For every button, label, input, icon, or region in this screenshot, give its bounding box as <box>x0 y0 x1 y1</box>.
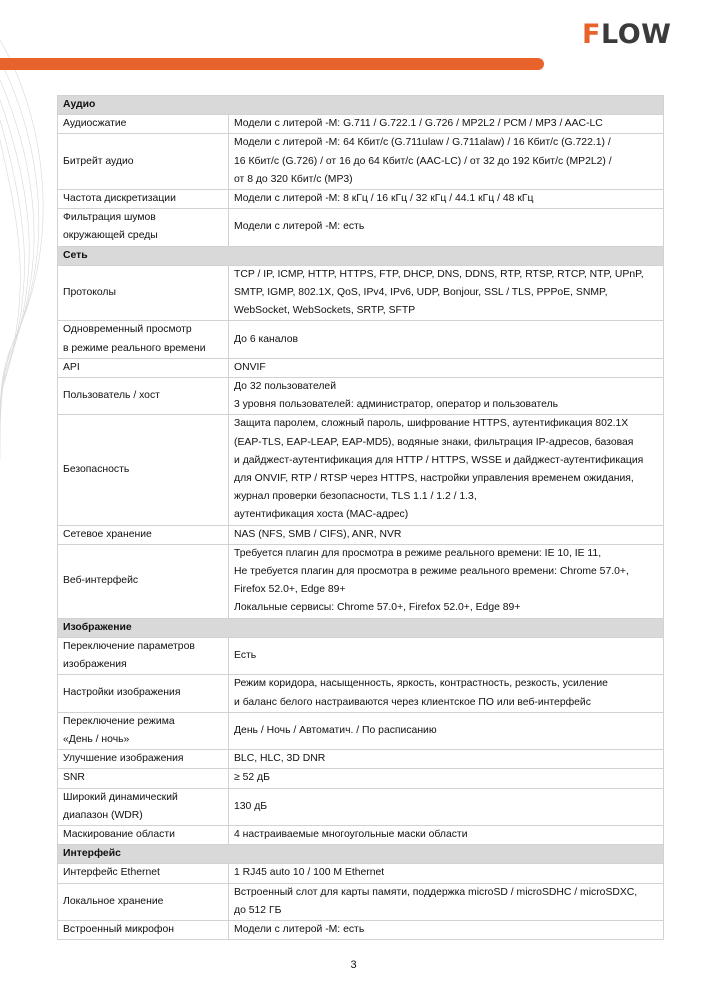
spec-value-cell <box>229 637 664 674</box>
spec-label-cell <box>58 864 229 883</box>
spec-value-cell <box>229 920 664 939</box>
spec-label-cell <box>58 190 229 209</box>
spec-row <box>58 265 664 321</box>
spec-value-cell <box>229 769 664 788</box>
section-title: Сеть <box>58 246 664 265</box>
spec-label-cell <box>58 134 229 190</box>
spec-label-line: Пользователь / хост <box>63 390 160 402</box>
spec-label-cell <box>58 788 229 825</box>
spec-label-line: Улучшение изображения <box>63 753 184 765</box>
spec-value-cell <box>229 788 664 825</box>
spec-label-line: Частота дискретизации <box>63 193 176 205</box>
spec-value-cell <box>229 544 664 618</box>
spec-value-cell <box>229 415 664 525</box>
spec-value-cell <box>229 134 664 190</box>
spec-value-cell <box>229 209 664 246</box>
spec-label-cell <box>58 378 229 415</box>
spec-label-cell <box>58 209 229 246</box>
spec-value-line: Модели с литерой -М: 8 кГц / 16 кГц / 32 кГц / 44.1 кГц / 48 кГц <box>234 193 534 205</box>
spec-value-line: аутентификация хоста (MAC-адрес) <box>234 509 409 521</box>
spec-value-cell <box>229 883 664 920</box>
spec-label-cell <box>58 712 229 749</box>
spec-value-line: до 512 ГБ <box>234 904 282 916</box>
spec-label-cell <box>58 825 229 844</box>
spec-label-line: Переключение режима <box>63 715 175 727</box>
spec-value-line: ≥ 52 дБ <box>234 772 270 784</box>
spec-row <box>58 864 664 883</box>
brand-logo <box>582 20 671 50</box>
specifications-table <box>57 95 664 940</box>
spec-value-cell <box>229 190 664 209</box>
spec-value-cell <box>229 825 664 844</box>
section-title: Изображение <box>58 618 664 637</box>
spec-value-line: BLC, HLC, 3D DNR <box>234 753 326 765</box>
spec-value-line: от 8 до 320 Кбит/с (MP3) <box>234 173 353 185</box>
spec-label-line: изображения <box>63 659 127 671</box>
spec-value-line: TCP / IP, ICMP, HTTP, HTTPS, FTP, DHCP, DNS, DDNS, RTP, RTSP, RTCP, NTP, UPnP, <box>234 268 644 280</box>
spec-value-line: Защита паролем, сложный пароль, шифрование HTTPS, аутентификация 802.1X <box>234 418 629 430</box>
spec-label-line: Фильтрация шумов <box>63 212 156 224</box>
spec-value-line: До 32 пользователей <box>234 381 337 393</box>
spec-row <box>58 769 664 788</box>
spec-label-line: Переключение параметров <box>63 640 195 652</box>
spec-label-line: Одновременный просмотр <box>63 324 192 336</box>
spec-value-cell <box>229 525 664 544</box>
spec-value-cell <box>229 675 664 712</box>
spec-value-line: для ONVIF, RTP / RTSP через HTTPS, настройки управления временем ожидания, <box>234 473 634 485</box>
spec-row <box>58 637 664 674</box>
spec-value-line: Модели с литерой -М: есть <box>234 221 365 233</box>
spec-value-line: WebSocket, WebSockets, SRTP, SFTP <box>234 305 416 317</box>
spec-row <box>58 750 664 769</box>
spec-value-line: Локальные сервисы: Chrome 57.0+, Firefox 52.0+, Edge 89+ <box>234 602 521 614</box>
spec-row <box>58 920 664 939</box>
spec-label-cell <box>58 115 229 134</box>
spec-label-line: «День / ночь» <box>63 733 130 745</box>
spec-value-cell <box>229 115 664 134</box>
spec-label-line: диапазон (WDR) <box>63 809 143 821</box>
spec-label-line: окружающей среды <box>63 230 158 242</box>
spec-value-line: и дайджест-аутентификация для HTTP / HTTPS, WSSE и дайджест-аутентификация <box>234 454 644 466</box>
spec-row <box>58 190 664 209</box>
spec-label-cell <box>58 769 229 788</box>
spec-value-line: Модели с литерой -М: есть <box>234 923 365 935</box>
section-header-row <box>58 845 664 864</box>
spec-value-line: журнал проверки безопасности, TLS 1.1 / 1.2 / 1.3, <box>234 491 477 503</box>
spec-value-line: Firefox 52.0+, Edge 89+ <box>234 584 346 596</box>
spec-value-cell <box>229 358 664 377</box>
spec-label-line: Локальное хранение <box>63 895 164 907</box>
section-header-row <box>58 246 664 265</box>
spec-value-line: NAS (NFS, SMB / CIFS), ANR, NVR <box>234 528 402 540</box>
spec-value-line: 130 дБ <box>234 800 268 812</box>
logo-text: LOW <box>600 19 672 50</box>
spec-value-cell <box>229 750 664 769</box>
spec-label-line: API <box>63 361 80 373</box>
spec-value-cell <box>229 321 664 358</box>
spec-value-line: Модели с литерой -М: G.711 / G.722.1 / G.726 / MP2L2 / PCM / MP3 / AAC-LC <box>234 118 603 130</box>
spec-value-cell <box>229 265 664 321</box>
spec-row <box>58 544 664 618</box>
spec-label-cell <box>58 883 229 920</box>
section-header-row <box>58 618 664 637</box>
spec-label-line: Сетевое хранение <box>63 528 152 540</box>
spec-value-line: Режим коридора, насыщенность, яркость, контрастность, резкость, усиление <box>234 678 608 690</box>
spec-label-line: Маскирование области <box>63 828 175 840</box>
spec-label-line: Протоколы <box>63 287 116 299</box>
spec-row <box>58 115 664 134</box>
spec-row <box>58 525 664 544</box>
spec-value-line: День / Ночь / Автоматич. / По расписанию <box>234 724 437 736</box>
spec-value-cell <box>229 864 664 883</box>
spec-row <box>58 134 664 190</box>
spec-label-cell <box>58 675 229 712</box>
spec-label-cell <box>58 750 229 769</box>
spec-row <box>58 378 664 415</box>
spec-row <box>58 415 664 525</box>
spec-label-line: Битрейт аудио <box>63 155 134 167</box>
spec-label-cell <box>58 637 229 674</box>
spec-value-line: Модели с литерой -М: 64 Кбит/с (G.711ulaw / G.711alaw) / 16 Кбит/с (G.722.1) / <box>234 137 611 149</box>
spec-label-cell <box>58 525 229 544</box>
spec-value-cell <box>229 712 664 749</box>
spec-row <box>58 712 664 749</box>
spec-value-line: До 6 каналов <box>234 333 299 345</box>
logo-letter-f: F <box>582 19 601 50</box>
spec-label-cell <box>58 920 229 939</box>
spec-label-cell <box>58 321 229 358</box>
section-header-row <box>58 96 664 115</box>
decorative-wave-lines <box>0 20 62 480</box>
spec-row <box>58 209 664 246</box>
spec-label-line: Настройки изображения <box>63 687 181 699</box>
spec-value-line: SMTP, IGMP, 802.1X, QoS, IPv4, IPv6, UDP, Bonjour, SSL / TLS, PPPoE, SNMP, <box>234 287 608 299</box>
page-number: 3 <box>350 959 357 971</box>
spec-label-line: Веб-интерфейс <box>63 575 139 587</box>
spec-label-line: Безопасность <box>63 463 130 475</box>
spec-value-line: 3 уровня пользователей: администратор, оператор и пользователь <box>234 399 559 411</box>
spec-value-line: 4 настраиваемые многоугольные маски области <box>234 828 468 840</box>
spec-value-cell <box>229 378 664 415</box>
spec-value-line: 1 RJ45 auto 10 / 100 M Ethernet <box>234 867 385 879</box>
spec-row <box>58 825 664 844</box>
spec-value-line: Есть <box>234 649 257 661</box>
spec-label-line: Широкий динамический <box>63 791 178 803</box>
spec-row <box>58 883 664 920</box>
section-title: Аудио <box>58 96 664 115</box>
spec-row <box>58 321 664 358</box>
header-accent-bar <box>0 58 544 70</box>
section-title: Интерфейс <box>58 845 664 864</box>
spec-label-line: Аудиосжатие <box>63 118 127 130</box>
spec-row <box>58 675 664 712</box>
spec-label-line: Интерфейс Ethernet <box>63 867 160 879</box>
spec-label-cell <box>58 415 229 525</box>
spec-row <box>58 358 664 377</box>
spec-label-cell <box>58 358 229 377</box>
spec-value-line: Встроенный слот для карты памяти, поддержка microSD / microSDHC / microSDXC, <box>234 886 638 898</box>
spec-label-line: SNR <box>63 772 85 784</box>
spec-value-line: ONVIF <box>234 361 266 373</box>
spec-label-line: Встроенный микрофон <box>63 923 174 935</box>
spec-label-cell <box>58 265 229 321</box>
spec-row <box>58 788 664 825</box>
spec-value-line: и баланс белого настраиваются через клиентское ПО или веб-интерфейс <box>234 696 591 708</box>
spec-value-line: Не требуется плагин для просмотра в режиме реального времени: Chrome 57.0+, <box>234 566 629 578</box>
spec-value-line: Требуется плагин для просмотра в режиме реального времени: IE 10, IE 11, <box>234 547 602 559</box>
spec-value-line: (EAP-TLS, EAP-LEAP, EAP-MD5), водяные знаки, фильтрация IP-адресов, базовая <box>234 436 634 448</box>
spec-label-cell <box>58 544 229 618</box>
spec-label-line: в режиме реального времени <box>63 342 206 354</box>
spec-value-line: 16 Кбит/с (G.726) / от 16 до 64 Кбит/с (AAC-LC) / от 32 до 192 Кбит/с (MP2L2) / <box>234 155 612 167</box>
